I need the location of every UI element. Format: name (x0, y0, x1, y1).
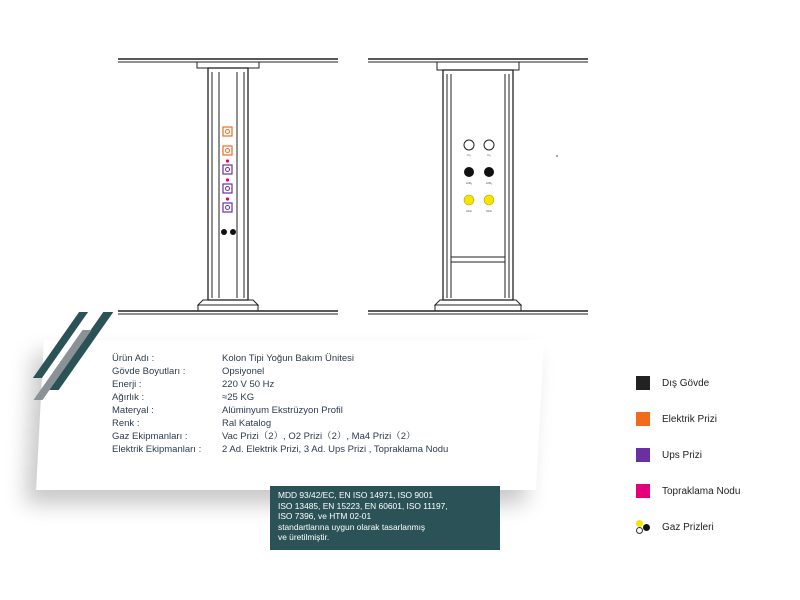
swatch-icon (636, 412, 650, 426)
cert-line: ISO 7396, ve HTM 02-01 (278, 511, 372, 521)
gas-dot-yellow (636, 520, 643, 527)
spec-value: Kolon Tipi Yoğun Bakım Ünitesi (222, 353, 355, 364)
ups-socket-icon (223, 184, 232, 193)
spec-value: ≈25 KG (222, 392, 255, 403)
gas-outlet-icon (221, 229, 227, 235)
o2-outlet-icon (484, 140, 494, 150)
spec-value: Opsiyonel (222, 366, 265, 377)
spec-label: Gövde Boyutları : (112, 366, 186, 377)
cert-line: ISO 13485, EN 15223, EN 60601, ISO 11197, (278, 500, 448, 511)
gas-outlet-icon (230, 229, 236, 235)
gas-dot-black (643, 524, 650, 531)
stray-dot (556, 155, 558, 157)
spec-row-body-dimensions (112, 365, 448, 378)
spec-row-gas-equipment (112, 430, 448, 443)
air-outlet-icon (484, 167, 494, 177)
top-flange-right (437, 62, 519, 70)
cert-line: MDD 93/42/EC, EN ISO 14971, ISO 9001 (278, 490, 434, 500)
ups-socket-icon (223, 165, 232, 174)
legend-item-grounding-node (636, 482, 796, 500)
swatch-icon (636, 376, 650, 390)
side-outlets (221, 127, 236, 235)
spec-label: Renk : (112, 418, 140, 429)
base-plate-right (435, 305, 521, 311)
spec-label: Enerji : (112, 379, 142, 390)
o2-label: O₂ (467, 153, 471, 157)
o2-label: O₂ (487, 153, 491, 157)
spec-value: 2 Ad. Elektrik Prizi, 3 Ad. Ups Prizi , Topraklama Nodu (222, 444, 449, 455)
vac-label: VAC (466, 209, 472, 213)
grounding-node-icon (226, 159, 229, 162)
gas-outlets-icon (636, 520, 650, 534)
spec-value: Ral Katalog (222, 418, 272, 429)
column-front-view (368, 59, 588, 314)
vac-outlet-icon (464, 195, 474, 205)
legend-label: Ups Prizi (662, 449, 703, 461)
column-body-right (443, 70, 513, 300)
legend-item-electric-socket (636, 410, 796, 428)
base-flange-right (435, 300, 521, 305)
legend-item-ups-socket (636, 446, 796, 464)
legend-item-gas-outlets (636, 518, 796, 536)
base-flange-left (198, 300, 258, 305)
legend-label: Dış Gövde (662, 377, 710, 389)
legend-label: Elektrik Prizi (662, 413, 718, 425)
legend-label: Gaz Prizleri (662, 521, 714, 533)
top-flange-left (197, 62, 259, 68)
air-outlet-icon (464, 167, 474, 177)
spec-label: Ağırlık : (112, 392, 145, 403)
ups-socket-icon (223, 203, 232, 212)
ups-socket-hole (226, 168, 230, 172)
spec-value: Alüminyum Ekstrüzyon Profil (222, 405, 343, 416)
spec-row-energy (112, 378, 448, 391)
cert-line: ve üretilmiştir. (278, 532, 330, 542)
base-plate-left (198, 305, 258, 311)
electric-socket-hole (226, 130, 230, 134)
spec-label: Materyal : (112, 405, 154, 416)
vac-label: VAC (486, 209, 492, 213)
spec-label: Ürün Adı : (112, 353, 155, 364)
spec-value: Vac Prizi（2）, O2 Prizi（2）, Ma4 Prizi（2） (222, 431, 416, 442)
spec-list (112, 352, 448, 456)
cert-line: standartlarına uygun olarak tasarlanmış (278, 521, 426, 532)
ups-socket-hole (226, 187, 230, 191)
legend-label: Topraklama Nodu (662, 485, 741, 497)
legend-item-outer-body (636, 374, 796, 392)
grounding-node-icon (226, 197, 229, 200)
spec-row-weight (112, 391, 448, 404)
spec-row-product-name (112, 352, 448, 365)
spec-row-material (112, 404, 448, 417)
spec-row-electrical-equipment (112, 443, 448, 456)
electric-socket-hole (226, 149, 230, 153)
electric-socket-icon (223, 146, 232, 155)
gas-dot-white (636, 527, 643, 534)
vac-outlet-icon (484, 195, 494, 205)
certification-panel (270, 486, 500, 550)
grounding-node-icon (226, 178, 229, 181)
air-label: AIR₄ (485, 181, 493, 185)
ups-socket-hole (226, 206, 230, 210)
spec-label: Elektrik Ekipmanları : (112, 444, 202, 455)
spec-label: Gaz Ekipmanları : (112, 431, 188, 442)
spec-row-color (112, 417, 448, 430)
spec-value: 220 V 50 Hz (222, 379, 275, 390)
o2-outlet-icon (464, 140, 474, 150)
air-label: AIR₄ (465, 181, 473, 185)
swatch-icon (636, 484, 650, 498)
electric-socket-icon (223, 127, 232, 136)
swatch-icon (636, 448, 650, 462)
front-gas-outlets (464, 140, 494, 213)
